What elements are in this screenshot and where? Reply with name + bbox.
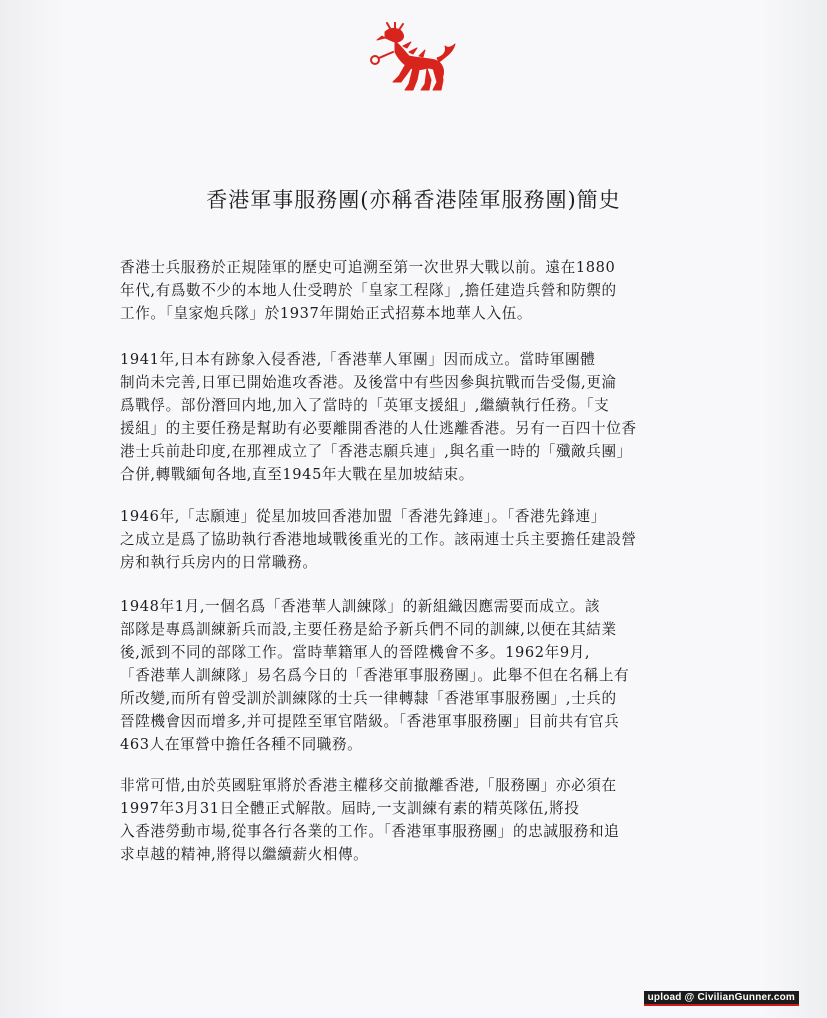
paragraph-line: 入香港勞動市場,從事各行各業的工作。「香港軍事服務團」的忠誠服務和追 [120, 823, 620, 840]
dragon-emblem-icon [365, 22, 457, 94]
paragraph-line: 463人在軍營中擔任各種不同職務。 [120, 736, 363, 753]
paragraph-line: 求卓越的精神,將得以繼續薪火相傳。 [120, 846, 369, 863]
paragraph-line: 港士兵前赴印度,在那裡成立了「香港志願兵連」,與名重一時的「殲敵兵團」 [120, 443, 632, 460]
paragraph-line: 之成立是爲了協助執行香港地域戰後重光的工作。該兩連士兵主要擔任建設營 [120, 531, 637, 548]
upload-watermark: upload @ CivilianGunner.com [644, 991, 799, 1006]
paragraph-line: 1946年,「志願連」從星加坡回香港加盟「香港先鋒連」。「香港先鋒連」 [120, 508, 606, 525]
paragraph-line: 1997年3月31日全體正式解散。屆時,一支訓練有素的精英隊伍,將投 [120, 800, 580, 817]
paragraph-line: 1941年,日本有跡象入侵香港,「香港華人軍團」因而成立。當時軍團體 [120, 351, 596, 368]
paragraph-line: 援組」的主要任務是幫助有必要離開香港的人仕逃離香港。另有一百四十位香 [120, 420, 637, 437]
paragraph-line: 香港士兵服務於正規陸軍的歷史可追溯至第一次世界大戰以前。遠在1880 [120, 259, 616, 276]
paragraph-line: 房和執行兵房内的日常職務。 [120, 554, 318, 571]
paragraph-1941 [120, 348, 720, 486]
paragraph-disbandment [120, 774, 720, 866]
paragraph-1948 [120, 595, 720, 756]
paragraph-line: 工作。「皇家炮兵隊」於1937年開始正式招募本地華人入伍。 [120, 305, 533, 322]
paragraph-early-history [120, 256, 720, 325]
paragraph-line: 合併,轉戰緬甸各地,直至1945年大戰在星加坡結束。 [120, 466, 474, 483]
paragraph-line: 部隊是專爲訓練新兵而設,主要任務是給予新兵們不同的訓練,以便在其結業 [120, 621, 617, 638]
paragraph-line: 1948年1月,一個名爲「香港華人訓練隊」的新組織因應需要而成立。該 [120, 598, 601, 615]
paragraph-line: 爲戰俘。部份潛回内地,加入了當時的「英軍支援組」,繼續執行任務。「支 [120, 397, 610, 414]
paragraph-line: 非常可惜,由於英國駐軍將於香港主權移交前撤離香港,「服務團」亦必須在 [120, 777, 617, 794]
paragraph-line: 「香港華人訓練隊」易名爲今日的「香港軍事服務團」。此舉不但在名稱上有 [120, 667, 630, 684]
paragraph-1946 [120, 505, 720, 574]
paragraph-line: 所改變,而所有曾受訓於訓練隊的士兵一律轉隸「香港軍事服務團」,士兵的 [120, 690, 617, 707]
paragraph-line: 年代,有爲數不少的本地人仕受聘於「皇家工程隊」,擔任建造兵營和防禦的 [120, 282, 617, 299]
paragraph-line: 後,派到不同的部隊工作。當時華籍軍人的晉陞機會不多。1962年9月, [120, 644, 591, 661]
paragraph-line: 制尚未完善,日軍已開始進攻香港。及後當中有些因參與抗戰而告受傷,更淪 [120, 374, 617, 391]
paragraph-line: 晉陞機會因而增多,并可提陞至軍官階級。「香港軍事服務團」目前共有官兵 [120, 713, 620, 730]
page-title: 香港軍事服務團(亦稱香港陸軍服務團)簡史 [206, 188, 621, 212]
